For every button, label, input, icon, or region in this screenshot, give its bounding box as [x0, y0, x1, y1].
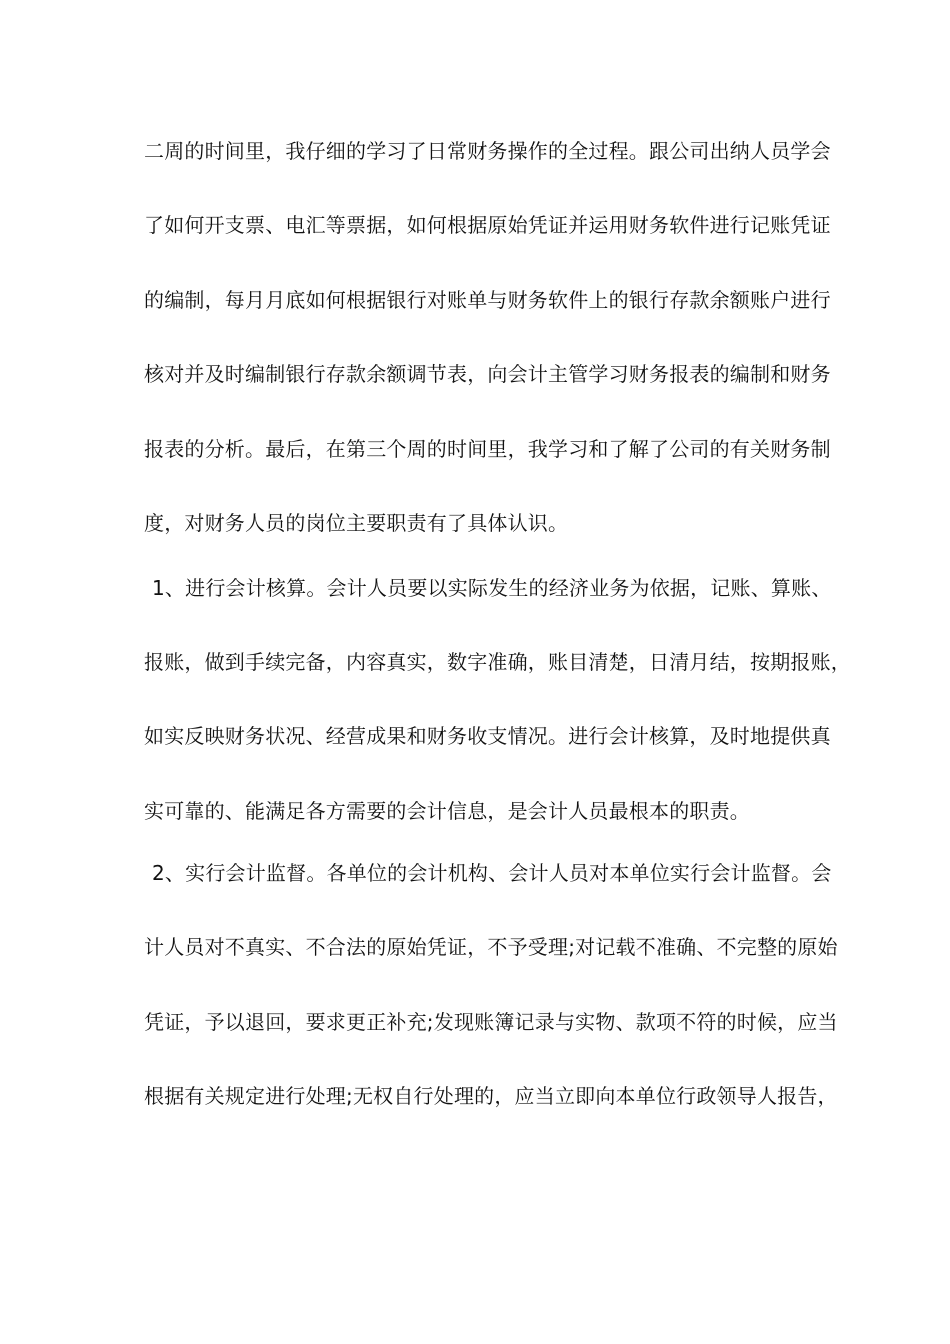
text-line: 度，对财务人员的岗位主要职责有了具体认识。: [144, 511, 569, 535]
text-line: 的编制，每月月底如何根据银行对账单与财务软件上的银行存款余额账户进行: [144, 288, 831, 312]
text-line: 凭证，予以退回，要求更正补充;发现账簿记录与实物、款项不符的时候，应当: [144, 1010, 838, 1034]
text-line: 根据有关规定进行处理;无权自行处理的，应当立即向本单位行政领导人报告，: [144, 1084, 838, 1108]
text-line: 实可靠的、能满足各方需要的会计信息，是会计人员最根本的职责。: [144, 799, 750, 823]
list-item-1: 1、进行会计核算。会计人员要以实际发生的经济业务为依据，记账、算账、: [152, 576, 832, 600]
text-line: 计人员对不真实、不合法的原始凭证，不予受理;对记载不准确、不完整的原始: [144, 935, 838, 959]
text-line: 报表的分析。最后，在第三个周的时间里，我学习和了解了公司的有关财务制: [144, 437, 831, 461]
text-line: 报账，做到手续完备，内容真实，数字准确，账目清楚，日清月结，按期报账，: [144, 650, 851, 674]
text-line: 二周的时间里，我仔细的学习了日常财务操作的全过程。跟公司出纳人员学会: [144, 139, 831, 163]
list-item-2: 2、实行会计监督。各单位的会计机构、会计人员对本单位实行会计监督。会: [152, 861, 832, 885]
text-line: 了如何开支票、电汇等票据，如何根据原始凭证并运用财务软件进行记账凭证: [144, 213, 831, 237]
text-line: 如实反映财务状况、经营成果和财务收支情况。进行会计核算，及时地提供真: [144, 724, 831, 748]
text-line: 核对并及时编制银行存款余额调节表，向会计主管学习财务报表的编制和财务: [144, 362, 831, 386]
